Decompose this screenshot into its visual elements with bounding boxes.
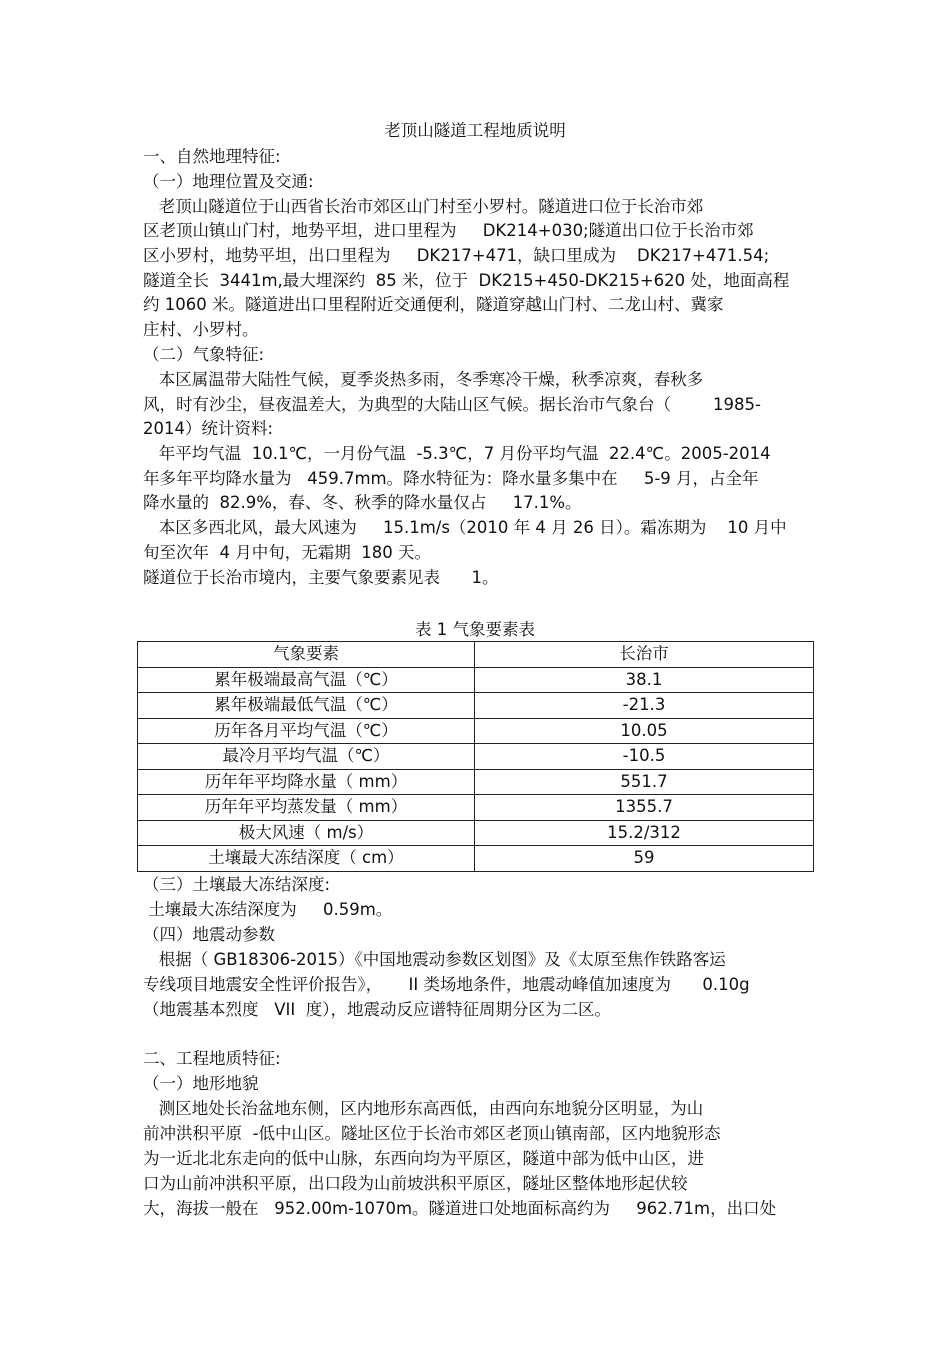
paragraph-line: 根据（ GB18306-2015）《中国地震动参数区划图》及《太原至焦作铁路客运 bbox=[143, 950, 726, 969]
table-cell-label: 累年极端最高气温（℃） bbox=[138, 667, 475, 693]
table-row bbox=[138, 769, 814, 795]
table-cell-label: 极大风速（ m/s） bbox=[138, 820, 475, 846]
table-row bbox=[138, 718, 814, 744]
table-cell-label: 历年年平均降水量（ mm） bbox=[138, 769, 475, 795]
paragraph-line: 区小罗村，地势平坦，出口里程为 DK217+471，缺口里成为 DK217+471.54; bbox=[143, 246, 770, 265]
table-cell-label: 最冷月平均气温（℃） bbox=[138, 744, 475, 770]
table-cell-label: 累年极端最低气温（℃） bbox=[138, 693, 475, 719]
section-2-heading: 二、工程地质特征: bbox=[143, 1049, 281, 1068]
paragraph-line: 老顶山隧道位于山西省长治市郊区山门村至小罗村。隧道进口位于长治市郊 bbox=[143, 197, 704, 216]
table-cell-value: 551.7 bbox=[475, 769, 814, 795]
table-row bbox=[138, 820, 814, 846]
paragraph-line: 隧道全长 3441m,最大埋深约 85 米，位于 DK215+450-DK215+620 处，地面高程 bbox=[143, 271, 790, 290]
table-cell-value: 59 bbox=[475, 846, 814, 872]
table-cell-label: 历年各月平均气温（℃） bbox=[138, 718, 475, 744]
table-row bbox=[138, 795, 814, 821]
paragraph-line: 本区属温带大陆性气候，夏季炎热多雨，冬季寒冷干燥，秋季凉爽，春秋多 bbox=[143, 370, 704, 389]
table-header-cell: 气象要素 bbox=[138, 642, 475, 668]
paragraph-line: 年多年平均降水量为 459.7mm。降水特征为：降水量多集中在 5-9 月，占全年 bbox=[143, 469, 759, 488]
table-cell-label: 土壤最大冻结深度（ cm） bbox=[138, 846, 475, 872]
table-cell-value: 1355.7 bbox=[475, 795, 814, 821]
paragraph-line: 庄村、小罗村。 bbox=[143, 320, 259, 339]
table-caption: 表 1 气象要素表 bbox=[415, 620, 535, 639]
subsection-climate-heading: （二）气象特征: bbox=[143, 345, 265, 364]
paragraph-line: 前冲洪积平原 -低中山区。隧址区位于长治市郊区老顶山镇南部，区内地貌形态 bbox=[143, 1124, 721, 1143]
paragraph-line: 区老顶山镇山门村，地势平坦，进口里程为 DK214+030;隧道出口位于长治市郊 bbox=[143, 221, 754, 240]
paragraph-line: 专线项目地震安全性评价报告》， II 类场地条件，地震动峰值加速度为 0.10g bbox=[143, 975, 750, 994]
paragraph-line: 旬至次年 4 月中旬，无霜期 180 天。 bbox=[143, 543, 431, 562]
paragraph-line: 口为山前冲洪积平原，出口段为山前坡洪积平原区，隧址区整体地形起伏较 bbox=[143, 1174, 688, 1193]
table-header-cell: 长治市 bbox=[475, 642, 814, 668]
table-header-row bbox=[138, 642, 814, 668]
table-row bbox=[138, 693, 814, 719]
document-title: 老顶山隧道工程地质说明 bbox=[384, 121, 566, 140]
subsection-location-heading: （一）地理位置及交通: bbox=[143, 172, 314, 191]
table-row bbox=[138, 744, 814, 770]
table-cell-label: 历年年平均蒸发量（ mm） bbox=[138, 795, 475, 821]
paragraph-line: 年平均气温 10.1℃，一月份气温 -5.3℃，7 月份平均气温 22.4℃。2005-2014 bbox=[143, 444, 771, 463]
paragraph-line: 隧道位于长治市境内，主要气象要素见表 1。 bbox=[143, 568, 499, 587]
table-cell-value: -21.3 bbox=[475, 693, 814, 719]
paragraph-line: 2014）统计资料: bbox=[143, 419, 274, 438]
paragraph-line: 为一近北北东走向的低中山脉，东西向均为平原区，隧道中部为低中山区，进 bbox=[143, 1149, 704, 1168]
table-row bbox=[138, 846, 814, 872]
paragraph-line: 风，时有沙尘，昼夜温差大，为典型的大陆山区气候。据长治市气象台（ 1985- bbox=[143, 395, 761, 414]
table-cell-value: 38.1 bbox=[475, 667, 814, 693]
paragraph-line: 大，海拔一般在 952.00m-1070m。隧道进口处地面标高约为 962.71m，出口处 bbox=[143, 1199, 777, 1218]
paragraph-line: 测区地处长治盆地东侧，区内地形东高西低，由西向东地貌分区明显，为山 bbox=[143, 1099, 704, 1118]
subsection-terrain-heading: （一）地形地貌 bbox=[143, 1074, 259, 1093]
paragraph-line: （地震基本烈度 VII 度），地震动反应谱特征周期分区为二区。 bbox=[143, 1000, 611, 1019]
table-cell-value: 10.05 bbox=[475, 718, 814, 744]
subsection-frost-heading: （三）土壤最大冻结深度: bbox=[143, 875, 331, 894]
table-row bbox=[138, 667, 814, 693]
paragraph-line: 降水量的 82.9%，春、冬、秋季的降水量仅占 17.1%。 bbox=[143, 493, 582, 512]
table-cell-value: -10.5 bbox=[475, 744, 814, 770]
table-cell-value: 15.2/312 bbox=[475, 820, 814, 846]
climate-table bbox=[137, 641, 814, 872]
paragraph-line: 约 1060 米。隧道进出口里程附近交通便利，隧道穿越山门村、二龙山村、冀家 bbox=[143, 295, 724, 314]
paragraph-line: 本区多西北风，最大风速为 15.1m/s（2010 年 4 月 26 日）。霜冻期为 10 月中 bbox=[143, 518, 787, 537]
paragraph-line: 土壤最大冻结深度为 0.59m。 bbox=[143, 900, 393, 919]
section-1-heading: 一、自然地理特征: bbox=[143, 147, 281, 166]
subsection-seismic-heading: （四）地震动参数 bbox=[143, 925, 275, 944]
